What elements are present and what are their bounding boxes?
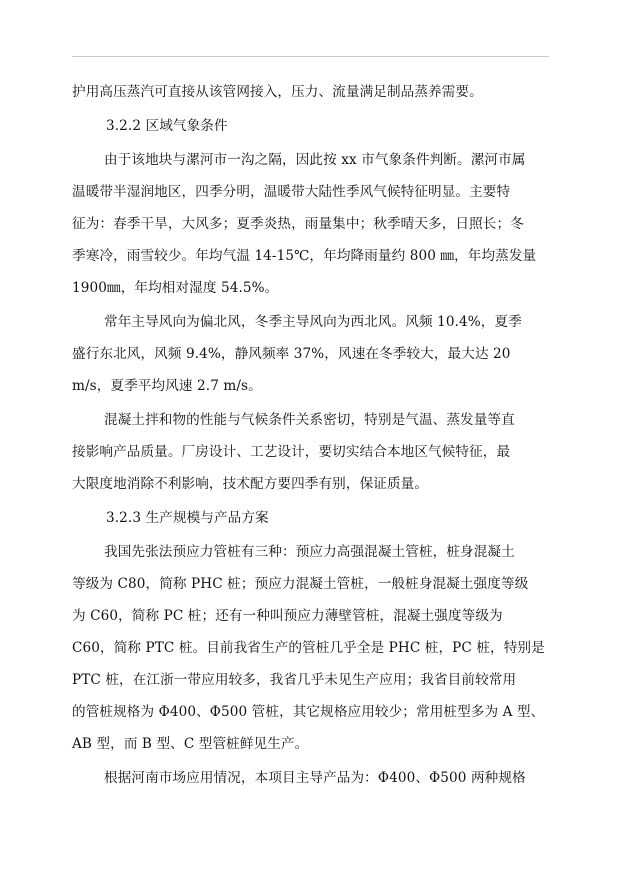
paragraph-line: 季寒冷，雨雪较少。年均气温 14-15℃，年均降雨量约 800 ㎜，年均蒸发量 [72,248,537,264]
paragraph-line: 1900㎜，年均相对湿度 54.5%。 [72,280,279,296]
paragraph-line: 我国先张法预应力管桩有三种：预应力高强混凝土管桩，桩身混凝土 [104,544,515,560]
paragraph-line: m/s，夏季平均风速 2.7 m/s。 [72,378,262,394]
paragraph-line: 根据河南市场应用情况，本项目主导产品为：Φ400、Φ500 两种规格 [104,770,526,786]
paragraph-line: 护用高压蒸汽可直接从该管网接入，压力、流量满足制品蒸养需要。 [72,84,483,100]
paragraph-line: 混凝土拌和物的性能与气候条件关系密切，特别是气温、蒸发量等直 [104,412,515,428]
paragraph-line: 征为：春季干旱，大风多；夏季炎热，雨量集中；秋季晴天多，日照长；冬 [72,216,524,232]
paragraph-line: 温暖带半湿润地区，四季分明，温暖带大陆性季风气候特征明显。主要特 [72,184,511,200]
paragraph-line: 盛行东北风，风频 9.4%，静风频率 37%，风速在冬季较大，最大达 20 [72,346,511,362]
paragraph-line: 的管桩规格为 Φ400、Φ500 管桩，其它规格应用较少；常用桩型多为 A 型、 [72,704,545,720]
section-heading-3-2-2: 3.2.2 区域气象条件 [106,118,228,134]
paragraph-line: PTC 桩，在江浙一带应用较多，我省几乎未见生产应用；我省目前较常用 [72,672,517,688]
paragraph-line: AB 型，而 B 型、C 型管桩鲜见生产。 [72,736,309,752]
paragraph-line: 由于该地块与漯河市一沟之隔，因此按 xx 市气象条件判断。漯河市属 [104,152,526,168]
section-heading-3-2-3: 3.2.3 生产规模与产品方案 [106,510,269,526]
paragraph-line: 为 C60，简称 PC 桩；还有一种叫预应力薄壁管桩，混凝土强度等级为 [72,608,503,624]
paragraph-line: 大限度地消除不利影响，技术配方要四季有别，保证质量。 [72,476,429,492]
paragraph-line: 接影响产品质量。厂房设计、工艺设计，要切实结合本地区气候特征，最 [72,444,511,460]
paragraph-line: C60，简称 PTC 桩。目前我省生产的管桩几乎全是 PHC 桩，PC 桩，特别是 [72,640,545,656]
paragraph-line: 等级为 C80，简称 PHC 桩；预应力混凝土管桩，一般桩身混凝土强度等级 [72,576,529,592]
paragraph-line: 常年主导风向为偏北风，冬季主导风向为西北风。风频 10.4%，夏季 [104,314,522,330]
page-header-rule [72,56,549,57]
